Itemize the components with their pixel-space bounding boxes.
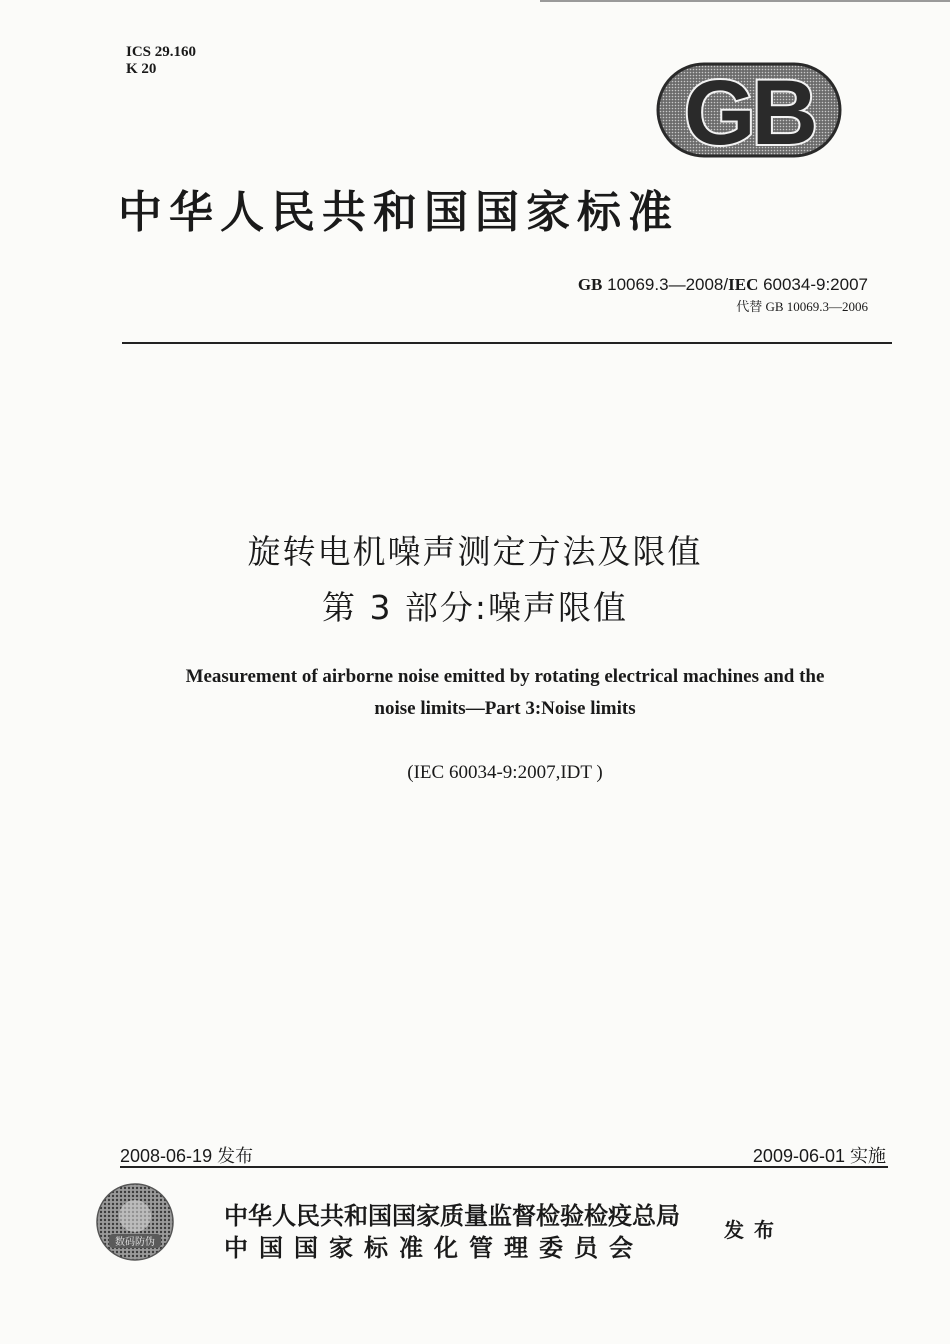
standard-number <box>578 275 868 295</box>
iec-prefix: IEC <box>728 275 759 294</box>
title-chinese-line1: 旋转电机噪声测定方法及限值 <box>247 532 703 571</box>
gb-logo-text: GB <box>684 62 814 158</box>
title-chinese-line2: 第 3 部分:噪声限值 <box>321 588 629 627</box>
title-english-line1: Measurement of airborne noise emitted by rotating electrical machines and the <box>185 666 825 687</box>
gb-prefix: GB <box>577 275 603 294</box>
issuer-aqsiq: 中华人民共和国国家质量监督检验检疫总局 <box>224 1201 680 1230</box>
ccs-code: K 20 <box>126 61 157 77</box>
national-standard-title: 中华人民共和国国家标准 <box>118 187 679 238</box>
replaces-note: 代替 GB 10069.3—2006 <box>736 299 868 314</box>
bottom-divider <box>120 1166 888 1168</box>
emblem-text: 数码防伪 <box>115 1237 155 1248</box>
title-english-line2: noise limits—Part 3:Noise limits <box>374 698 636 719</box>
publish-label: 发布 <box>724 1218 784 1242</box>
gb-number: 10069.3—2008/ <box>602 275 729 294</box>
implementation-date: 2009-06-01 实施 <box>752 1146 886 1166</box>
issue-date: 2008-06-19 发布 <box>120 1146 254 1166</box>
iec-equivalence: (IEC 60034-9:2007,IDT ) <box>407 762 603 783</box>
gb-logo <box>656 62 842 158</box>
issuer-sac: 中国国家标准化管理委员会 <box>224 1233 644 1262</box>
classification-codes <box>126 44 196 78</box>
iec-number: 60034-9:2007 <box>758 275 868 294</box>
top-divider <box>122 342 892 344</box>
anti-counterfeit-emblem-icon <box>95 1182 175 1262</box>
ics-code: ICS 29.160 <box>126 44 197 60</box>
page-top-edge <box>540 0 950 2</box>
